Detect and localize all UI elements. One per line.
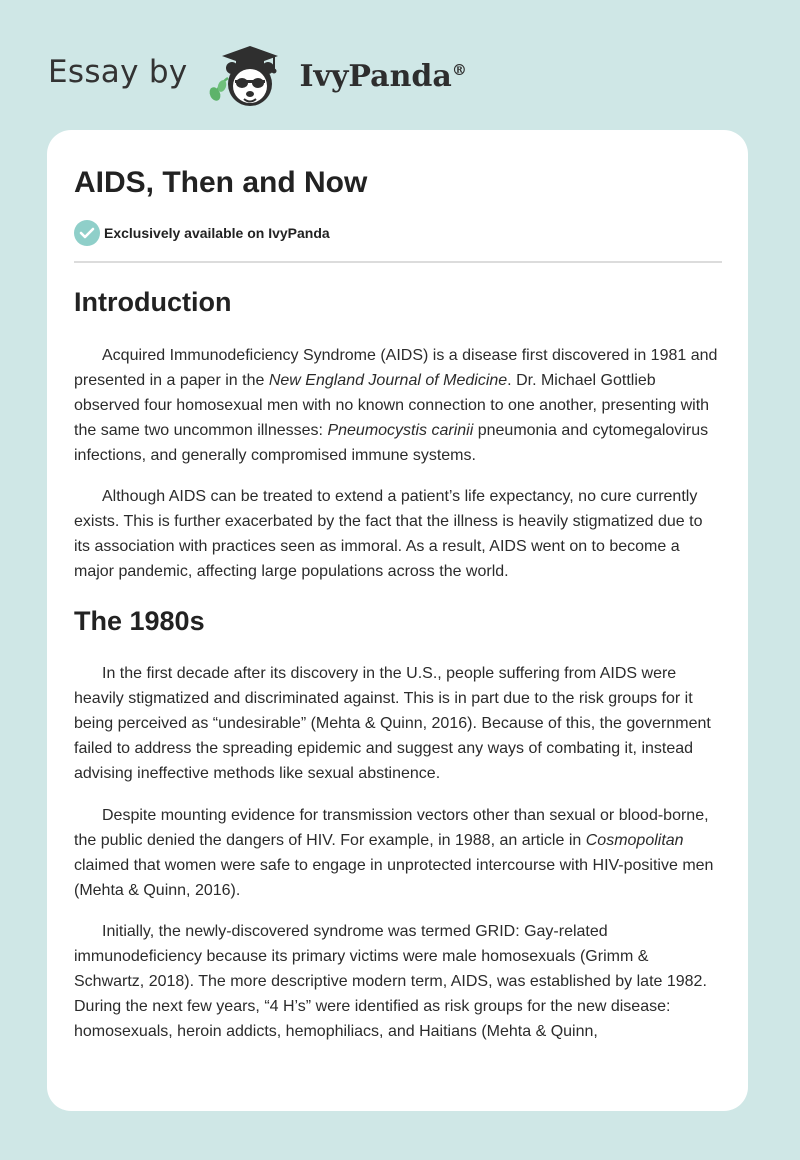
exclusive-badge bbox=[74, 220, 330, 246]
1980s-paragraph-1: In the first decade after its discovery in the U.S., people suffering from AIDS were heavily stigmatized and discriminated against. This is in part due to the risk groups for it being perceived as “undesirable” (Mehta & Quinn, 2016). Because of this, the government failed to address the spreading epidemic and suggest any ways of combating it, instead advising ineffective methods like sexual abstinence. bbox=[74, 665, 711, 782]
brand-header bbox=[48, 34, 467, 114]
essay-card bbox=[47, 130, 748, 1111]
title-divider bbox=[74, 261, 722, 263]
1980s-paragraph-3: Initially, the newly-discovered syndrome was termed GRID: Gay-related immunodeficiency because its primary victims were male homosexuals (Grimm & Schwartz, 2018). The more descriptive modern term, AIDS, was established by late 1982. During the next few years, “4 H’s” were identified as risk groups for the new disease: homosexuals, heroin addicts, hemophiliacs, and Haitians (Mehta & Quinn, bbox=[74, 923, 707, 1040]
1980s-paragraph-2: Despite mounting evidence for transmission vectors other than sexual or blood-borne, the public denied the dangers of HIV. For example, in 1988, an article in Cosmopolitan claimed that women were safe to engage in unprotected intercourse with HIV-positive men (Mehta & Quinn, 2016). bbox=[74, 807, 714, 899]
brand-name[interactable]: IvyPanda® bbox=[299, 58, 467, 94]
section-heading-1980s: The 1980s bbox=[74, 606, 205, 636]
magazine-name: Cosmopolitan bbox=[585, 832, 684, 849]
intro-paragraph-2: Although AIDS can be treated to extend a patient’s life expectancy, no cure currently exists. This is further exacerbated by the fact that the illness is heavily stigmatized due to its association with practices seen as immoral. As a result, AIDS went on to become a major pandemic, affecting large populations across the world. bbox=[74, 488, 703, 580]
exclusive-badge-label: Exclusively available on IvyPanda bbox=[104, 225, 330, 241]
section-heading-introduction: Introduction bbox=[74, 287, 232, 317]
journal-name: New England Journal of Medicine bbox=[268, 372, 508, 389]
brand-prefix: Essay by bbox=[48, 54, 188, 90]
page-title: AIDS, Then and Now bbox=[74, 166, 368, 199]
registered-mark: ® bbox=[451, 60, 467, 79]
panda-graduate-icon[interactable] bbox=[202, 34, 298, 114]
species-name: Pneumocystis carinii bbox=[327, 422, 474, 439]
intro-paragraph-1: Acquired Immunodeficiency Syndrome (AIDS) is a disease first discovered in 1981 and presented in a paper in the New England Journal of Medicine. Dr. Michael Gottlieb observed four homosexual men with no known connection to one another, presenting with the same two uncommon illnesses: Pneumocystis carinii pneumonia and cytomegalovirus infections, and generally compromised immune systems. bbox=[74, 347, 718, 464]
check-circle-icon bbox=[74, 220, 100, 246]
